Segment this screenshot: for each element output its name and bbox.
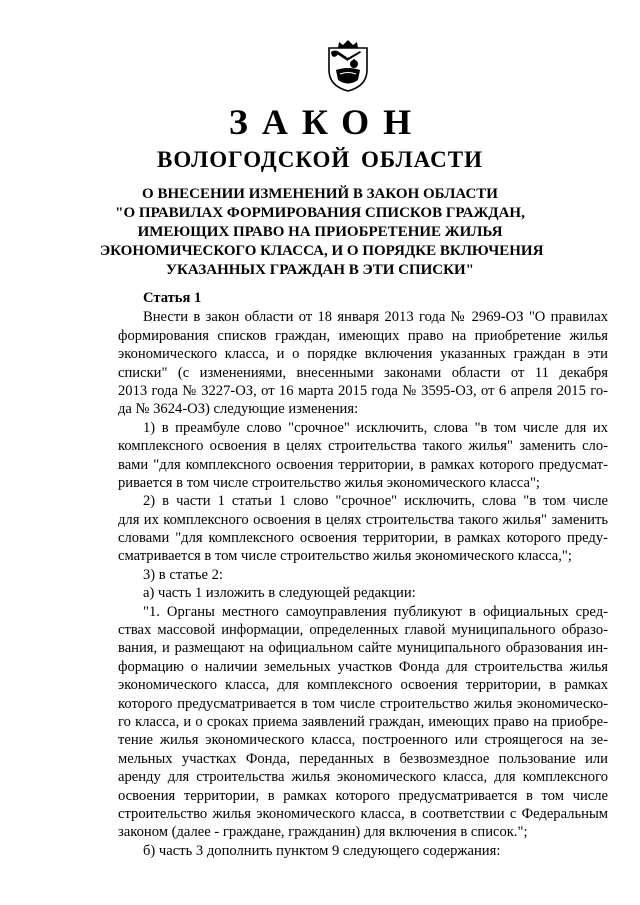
vologda-coat-of-arms-icon <box>326 40 370 92</box>
article-text-line: б) часть 3 дополнить пунктом 9 следующего содержания: <box>143 842 501 859</box>
article-text-line: "1. Органы местного самоуправления публикуют в официальных сред- <box>143 603 608 620</box>
article-text-line: законом (далее - граждане, гражданин) для включения в список."; <box>118 824 528 841</box>
subtitle-line: УКАЗАННЫХ ГРАЖДАН В ЭТИ СПИСКИ" <box>166 262 474 278</box>
article-heading: Статья 1 <box>143 290 202 306</box>
article-lines <box>118 308 608 860</box>
article-text-line: ствах массовой информации, определенных главой муниципального образо- <box>118 622 608 639</box>
subtitle-line: О ВНЕСЕНИИ ИЗМЕНЕНИЙ В ЗАКОН ОБЛАСТИ <box>142 186 498 202</box>
article-body <box>118 289 608 860</box>
article-text-line: для их комплексного освоения в целях строительства такого жилья" заменить <box>118 511 608 528</box>
article-text-line: а) часть 1 изложить в следующей редакции: <box>143 585 416 602</box>
article-text-line: словами "для комплексного освоения территории, в рамках которого преду- <box>118 530 608 547</box>
article-text-line: комплексного освоения в целях строительства такого жилья" заменить сло- <box>118 438 608 455</box>
article-text-line: 3) в статье 2: <box>143 566 223 583</box>
article-text-line: 2) в части 1 статьи 1 слово "срочное" исключить, слова "в том числе <box>143 493 608 510</box>
article-text-line: которого предусматривается в том числе строительство жилья экономическо- <box>118 695 608 712</box>
article-text-line: освоения территории, в рамках которого предусматривается в том числе <box>118 787 608 804</box>
article-text-line: вами "для комплексного освоения территории, в рамках которого предусмат- <box>118 456 608 473</box>
law-subtitle <box>100 185 544 280</box>
subtitle-line: "О ПРАВИЛАХ ФОРМИРОВАНИЯ СПИСКОВ ГРАЖДАН, <box>115 205 525 221</box>
article-text-line: вания, и размещают на официальном сайте муниципального образования ин- <box>118 640 608 657</box>
article-text-line: формацию о наличии земельных участков Фонда для строительства жилья <box>118 658 608 675</box>
article-text-line: го класса, и о сроках приема заявлений граждан, имеющих право на приобре- <box>118 714 608 730</box>
article-text-line: строительство жилья экономического класса, в соответствии с Федеральным <box>118 805 608 822</box>
article-text-line: аренду для строительства жилья экономического класса, для комплексного <box>118 769 608 786</box>
region-title: ВОЛОГОДСКОЙ ОБЛАСТИ <box>157 147 483 172</box>
subtitle-line: ИМЕЮЩИХ ПРАВО НА ПРИОБРЕТЕНИЕ ЖИЛЬЯ <box>137 224 503 240</box>
article-text-line: экономического класса, для комплексного освоения территории, в рамках <box>118 677 608 694</box>
article-text-line: экономического класса, и о порядке включения указанных граждан в эти <box>118 346 608 363</box>
article-text-line: да № 3624-ОЗ) следующие изменения: <box>118 401 359 418</box>
article-text-line: Внести в закон области от 18 января 2013 года № 2969-ОЗ "О правилах <box>143 309 608 326</box>
article-text-line: 2013 года № 3227-ОЗ, от 16 марта 2015 года № 3595-ОЗ, от 6 апреля 2015 го- <box>118 382 608 399</box>
article-text-line: ривается в том числе строительство жилья экономического класса"; <box>118 474 540 491</box>
law-title: ЗАКОН <box>228 102 426 142</box>
article-text-line: тение жилья экономического класса, построенного или строящегося на зе- <box>118 732 608 749</box>
article-text-line: списки" (с изменениями, внесенными законами области от 11 декабря <box>118 364 608 381</box>
subtitle-line: ЭКОНОМИЧЕСКОГО КЛАССА, И О ПОРЯДКЕ ВКЛЮЧЕНИЯ <box>100 243 544 259</box>
article-text-line: сматривается в том числе строительство жилья экономического класса,"; <box>118 548 572 565</box>
article-text-line: 1) в преамбуле слово "срочное" исключить, слова "в том числе для их <box>143 419 608 436</box>
article-text-line: мельных участках Фонда, переданных в безвозмездное пользование или <box>118 750 608 767</box>
article-text-line: формирования списков граждан, имеющих право на приобретение жилья <box>118 327 608 344</box>
